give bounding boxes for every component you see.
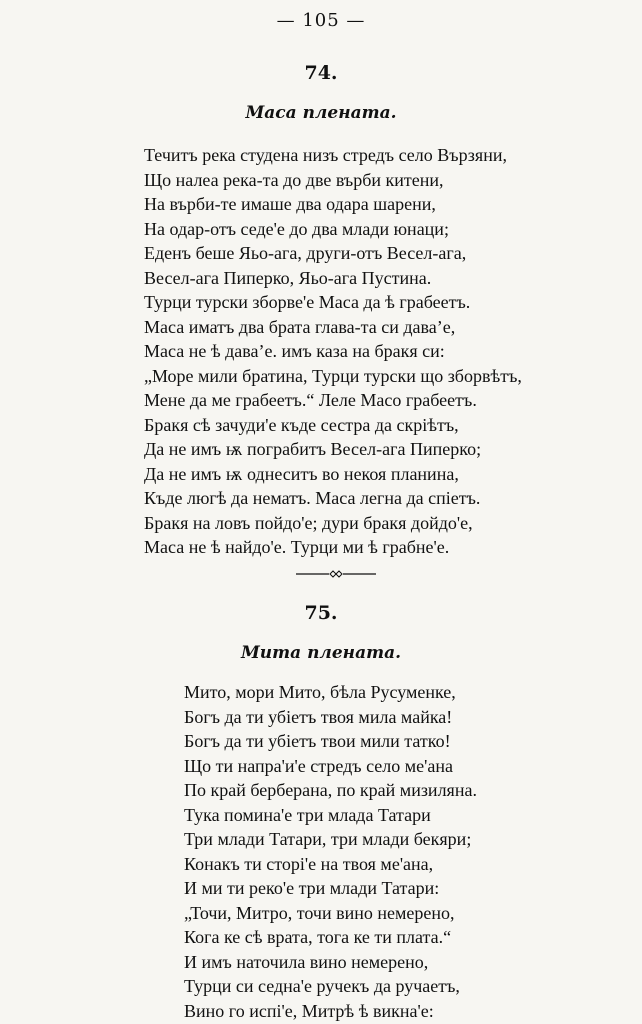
verse-line: Еденъ беше Яьо-ага, други-отъ Весел-ага, [144,243,467,263]
verse-line: На одар-отъ седе'е до два млади юнаци; [144,218,449,239]
poem-74-verse [144,143,522,560]
verse-line: Що ти напра'и'е стредъ село ме'ана [184,755,453,776]
verse-line: Що налеа река-та до две върби китени, [144,169,444,190]
poem-number-75: 75. [304,602,338,624]
verse-line: Турци турски зборве'е Маса да ѣ грабеетъ. [144,292,471,312]
page-number: — 105 — [276,10,366,31]
verse-line: И имъ наточила вино немерено, [184,951,429,972]
verse-line: Конакъ ти сторi'е на твоя ме'ана, [184,853,434,874]
verse-line: Маса иматъ два брата глава-та си даваʼе, [144,316,456,337]
verse-line: По край берберана, по край мизиляна. [184,780,477,800]
verse-line: Бракя на ловъ пойдо'е; дури бракя дойдо'е, [144,512,473,533]
verse-line: Три млади Татари, три млади бекяри; [184,829,472,849]
poem-75-verse [184,680,477,1023]
verse-line: „Море мили братина, Турци турски що зборвѣтъ, [144,365,522,386]
verse-line: На върби-те имаше два одара шарени, [144,194,436,214]
verse-line: Тука помина'е три млада Татари [184,804,431,825]
verse-line: Бракя сѣ зачуди'е къде сестра да скрiѣтъ, [144,414,459,435]
verse-line: Маса не ѣ даваʼе. имъ каза на бракя си: [144,341,445,361]
verse-line: Да не имъ ѭ однеситъ во некоя планина, [144,463,459,484]
poem-number-74: 74. [304,62,338,84]
verse-line: Кога ке сѣ врата, тога ке ти плата.“ [184,927,452,947]
verse-line: Весел-ага Пиперко, Яьо-ага Пустина. [144,267,432,288]
verse-line: Да не имъ ѭ пограбитъ Весел-ага Пиперко; [144,439,482,459]
poem-title-74: Маса плената. [245,103,397,123]
section-divider [296,569,376,579]
verse-line: „Точи, Митро, точи вино немерено, [184,902,455,923]
verse-line: Къде люгѣ да нематъ. Маса легна да спiетъ. [144,488,481,508]
verse-line: Мене да ме грабеетъ.“ Леле Масо грабеетъ. [144,390,477,410]
verse-line: Богъ да ти убiетъ твои мили татко! [184,731,451,751]
verse-line: Вино го испi'е, Митрѣ ѣ викна'е: [184,1000,434,1021]
verse-line: Богъ да ти убiетъ твоя мила майка! [184,706,453,727]
verse-line: Маса не ѣ найдо'е. Турци ми ѣ грабне'е. [144,537,450,557]
verse-line: Течитъ река студена низъ стредъ село Вързяни, [144,145,507,165]
verse-line: Турци си седна'е ручекъ да ручаетъ, [184,976,460,996]
verse-line: И ми ти реко'е три млади Татари: [184,878,440,898]
poem-title-75: Мита плената. [240,643,402,663]
verse-line: Мито, мори Мито, бѣла Русуменке, [184,682,456,702]
